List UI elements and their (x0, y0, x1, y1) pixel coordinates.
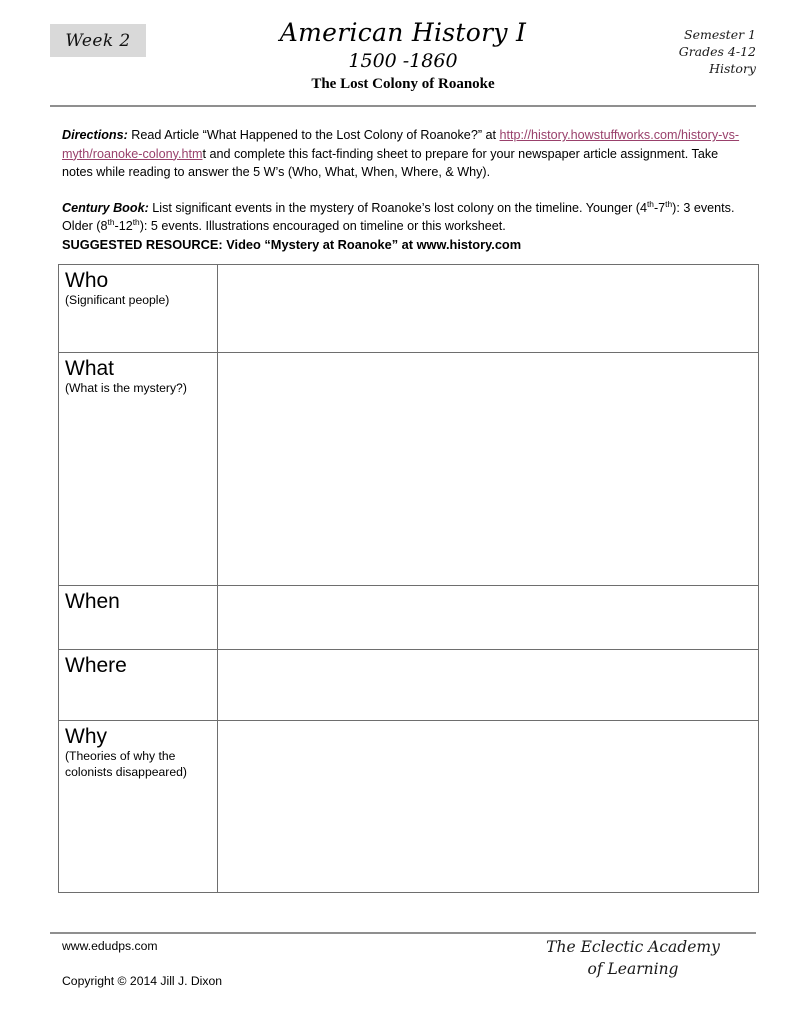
question-word: Where (65, 654, 127, 677)
question-label-cell (59, 353, 218, 586)
publisher-logo-line-2: of Learning (587, 960, 679, 978)
directions-text-before-link: Read Article “What Happened to the Lost Colony of Roanoke?” at (127, 128, 500, 142)
table-row (59, 721, 759, 893)
question-label-cell (59, 265, 218, 353)
five-ws-table (58, 264, 759, 893)
century-text-2: -7 (653, 200, 666, 215)
publisher-logo (523, 936, 743, 980)
meta-grades: Grades 4-12 (678, 44, 756, 59)
directions-paragraph (62, 126, 744, 182)
suggested-resource-line: SUGGESTED RESOURCE: Video “Mystery at Roanoke” at www.history.com (62, 236, 522, 252)
century-book-label: Century Book: (62, 200, 149, 215)
question-label-cell (59, 586, 218, 650)
article-link[interactable]: http://history.howstuffworks.com/history-vs-myth/roanoke-colony.htm (62, 128, 740, 161)
question-hint: (Significant people) (65, 293, 170, 307)
answer-cell-what[interactable] (218, 353, 759, 586)
week-badge: Week 2 (50, 24, 146, 57)
paragraph-spacer (62, 182, 744, 199)
century-text-1: List significant events in the mystery of Roanoke’s lost colony on the timeline. Younger (4 (148, 200, 647, 215)
page-header (50, 18, 756, 98)
question-word: When (65, 590, 120, 613)
question-label-cell (59, 721, 218, 893)
century-book-paragraph (62, 199, 744, 236)
page-title: American History I (279, 18, 527, 47)
five-ws-table-body (59, 265, 759, 893)
meta-semester: Semester 1 (684, 27, 756, 42)
ordinal-suffix-8th: th (107, 216, 115, 227)
question-word: Who (65, 269, 109, 292)
century-text-4: -12 (114, 219, 133, 233)
table-row (59, 650, 759, 721)
answer-cell-where[interactable] (218, 650, 759, 721)
header-divider (50, 105, 756, 107)
directions-label: Directions: (62, 128, 128, 142)
question-word: Why (65, 725, 107, 748)
date-range: 1500 -1860 (348, 50, 458, 72)
question-label-cell (59, 650, 218, 721)
table-row (59, 586, 759, 650)
century-text-3: ): 3 events. Older (8 (62, 200, 735, 233)
table-row (59, 353, 759, 586)
footer-left (62, 938, 222, 990)
answer-cell-when[interactable] (218, 586, 759, 650)
century-text-5: ): 5 events. Illustrations encouraged on timeline or this worksheet. (139, 219, 506, 233)
directions-text-after-link: t and complete this fact-finding sheet to prepare for your newspaper article assignment. Take notes while reading to answer the 5 W’s (Who, What, When, Where, & Why). (62, 146, 719, 179)
copyright-notice: Copyright © 2014 Jill J. Dixon (62, 974, 223, 988)
header-meta (576, 26, 756, 77)
instructions-block (62, 126, 744, 254)
question-word: What (65, 357, 115, 380)
answer-cell-who[interactable] (218, 265, 759, 353)
footer-divider (50, 932, 756, 934)
question-hint: (Theories of why the colonists disappeared) (65, 749, 187, 779)
ordinal-suffix-7th: th (665, 198, 673, 209)
answer-cell-why[interactable] (218, 721, 759, 893)
ordinal-suffix-4th: th (646, 198, 654, 209)
meta-subject: History (709, 61, 756, 76)
question-hint: (What is the mystery?) (65, 381, 187, 395)
ordinal-suffix-12th: th (132, 216, 140, 227)
lesson-title: The Lost Colony of Roanoke (311, 76, 495, 92)
publisher-website: www.edudps.com (62, 939, 158, 953)
table-row (59, 265, 759, 353)
publisher-logo-line-1: The Eclectic Academy (546, 938, 720, 956)
